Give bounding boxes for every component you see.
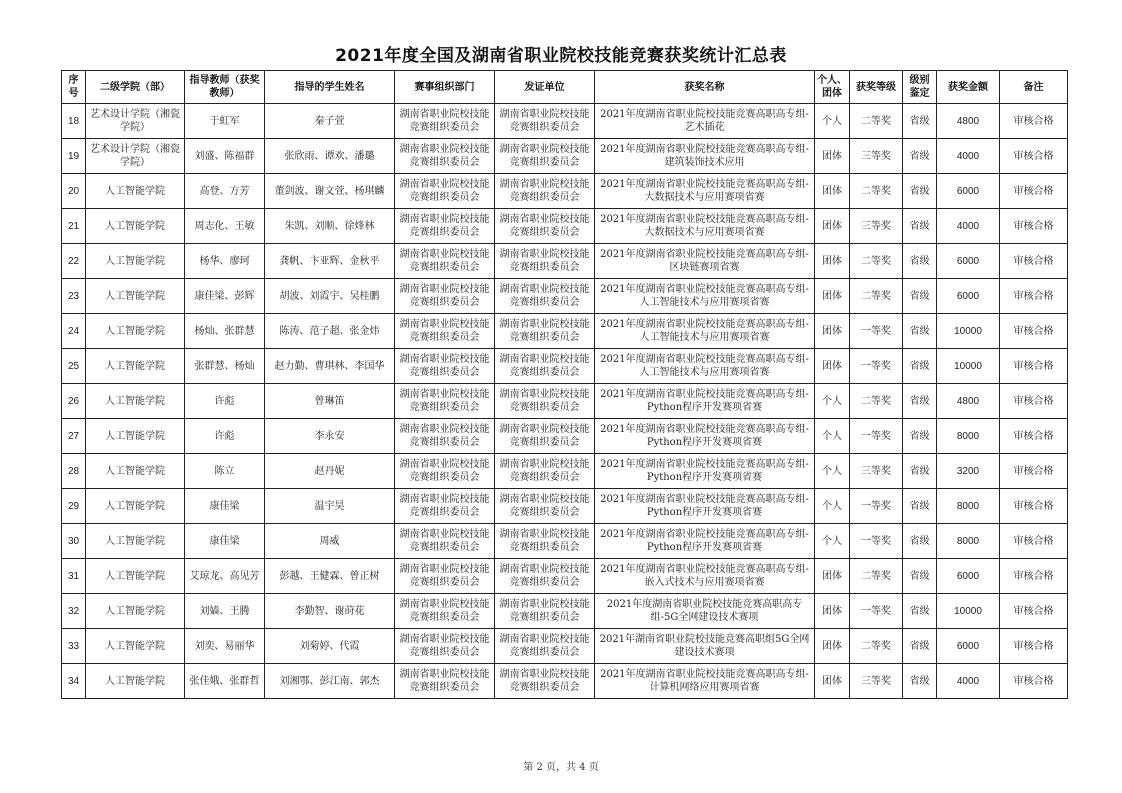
table-row: [62, 349, 1068, 384]
teacher-cell: 张佳娥、张群哲: [185, 664, 265, 699]
award-amount-cell: 4000: [937, 664, 1000, 699]
award-level-cell: 三等奖: [850, 454, 903, 489]
issuer-cell: 湖南省职业院校技能竞赛组织委员会: [495, 139, 595, 174]
entry-type-cell: 团体: [815, 559, 850, 594]
award-level-cell: 一等奖: [850, 489, 903, 524]
serial-number-cell: 22: [62, 244, 86, 279]
students-cell: 龚帆、卞亚辉、金秋平: [265, 244, 395, 279]
award-level-cell: 二等奖: [850, 174, 903, 209]
award-amount-cell: 10000: [937, 349, 1000, 384]
entry-type-cell: 团体: [815, 139, 850, 174]
teacher-cell: 陈立: [185, 454, 265, 489]
remark-cell: 审核合格: [1000, 419, 1068, 454]
entry-type-cell: 团体: [815, 349, 850, 384]
students-cell: 李永安: [265, 419, 395, 454]
header-cell: 二级学院（部）: [86, 71, 185, 104]
students-cell: 周威: [265, 524, 395, 559]
teacher-cell: 杨灿、张群慧: [185, 314, 265, 349]
serial-number-cell: 21: [62, 209, 86, 244]
issuer-cell: 湖南省职业院校技能竞赛组织委员会: [495, 104, 595, 139]
level-grade-cell: 省级: [903, 524, 937, 559]
award-name-cell: 2021年度湖南省职业院校技能竞赛高职高专组-Python程序开发赛项省赛: [595, 384, 815, 419]
college-cell: 人工智能学院: [86, 629, 185, 664]
entry-type-cell: 个人: [815, 524, 850, 559]
table-row: [62, 594, 1068, 629]
award-amount-cell: 3200: [937, 454, 1000, 489]
issuer-cell: 湖南省职业院校技能竞赛组织委员会: [495, 559, 595, 594]
level-grade-cell: 省级: [903, 349, 937, 384]
college-cell: 人工智能学院: [86, 454, 185, 489]
college-cell: 人工智能学院: [86, 419, 185, 454]
organizer-cell: 湖南省职业院校技能竞赛组织委员会: [395, 384, 495, 419]
remark-cell: 审核合格: [1000, 524, 1068, 559]
teacher-cell: 于虹军: [185, 104, 265, 139]
header-cell: 赛事组织部门: [395, 71, 495, 104]
award-name-cell: 2021年度湖南省职业院校技能竞赛高职高专组-区块链赛项省赛: [595, 244, 815, 279]
header-cell: 个人、团体: [815, 71, 850, 104]
header-cell: 获奖名称: [595, 71, 815, 104]
table-row: [62, 104, 1068, 139]
issuer-cell: 湖南省职业院校技能竞赛组织委员会: [495, 454, 595, 489]
teacher-cell: 康佳梁、彭辉: [185, 279, 265, 314]
teacher-cell: 刘嫱、王腾: [185, 594, 265, 629]
award-name-cell: 2021年度湖南省职业院校技能竞赛高职高专组-Python程序开发赛项省赛: [595, 454, 815, 489]
award-level-cell: 二等奖: [850, 104, 903, 139]
table-row: [62, 419, 1068, 454]
remark-cell: 审核合格: [1000, 209, 1068, 244]
page-title: 2021年度全国及湖南省职业院校技能竞赛获奖统计汇总表: [335, 46, 787, 66]
organizer-cell: 湖南省职业院校技能竞赛组织委员会: [395, 419, 495, 454]
issuer-cell: 湖南省职业院校技能竞赛组织委员会: [495, 244, 595, 279]
remark-cell: 审核合格: [1000, 384, 1068, 419]
serial-number-cell: 29: [62, 489, 86, 524]
header-cell: 指导的学生姓名: [265, 71, 395, 104]
award-name-cell: 2021年度湖南省职业院校技能竞赛高职高专组-建筑装饰技术应用: [595, 139, 815, 174]
header-cell: 级别鉴定: [903, 71, 937, 104]
entry-type-cell: 团体: [815, 279, 850, 314]
organizer-cell: 湖南省职业院校技能竞赛组织委员会: [395, 244, 495, 279]
table-row: [62, 209, 1068, 244]
serial-number-cell: 32: [62, 594, 86, 629]
award-level-cell: 二等奖: [850, 629, 903, 664]
remark-cell: 审核合格: [1000, 314, 1068, 349]
issuer-cell: 湖南省职业院校技能竞赛组织委员会: [495, 279, 595, 314]
award-amount-cell: 4000: [937, 139, 1000, 174]
level-grade-cell: 省级: [903, 209, 937, 244]
award-name-cell: 2021年度湖南省职业院校技能竞赛高职高专组-人工智能技术与应用赛项省赛: [595, 279, 815, 314]
level-grade-cell: 省级: [903, 244, 937, 279]
college-cell: 人工智能学院: [86, 559, 185, 594]
award-name-cell: 2021年度湖南省职业院校技能竞赛高职高专组-Python程序开发赛项省赛: [595, 419, 815, 454]
level-grade-cell: 省级: [903, 594, 937, 629]
level-grade-cell: 省级: [903, 174, 937, 209]
remark-cell: 审核合格: [1000, 104, 1068, 139]
award-level-cell: 三等奖: [850, 209, 903, 244]
level-grade-cell: 省级: [903, 629, 937, 664]
issuer-cell: 湖南省职业院校技能竞赛组织委员会: [495, 489, 595, 524]
students-cell: 刘湘鄂、彭江南、郭杰: [265, 664, 395, 699]
level-grade-cell: 省级: [903, 279, 937, 314]
award-name-cell: 2021年度湖南省职业院校技能竞赛高职高专组-大数据技术与应用赛项省赛: [595, 174, 815, 209]
serial-number-cell: 19: [62, 139, 86, 174]
award-name-cell: 2021年度湖南省职业院校技能竞赛高职高专组-大数据技术与应用赛项省赛: [595, 209, 815, 244]
college-cell: 人工智能学院: [86, 489, 185, 524]
award-amount-cell: 8000: [937, 489, 1000, 524]
organizer-cell: 湖南省职业院校技能竞赛组织委员会: [395, 349, 495, 384]
award-level-cell: 二等奖: [850, 384, 903, 419]
award-level-cell: 一等奖: [850, 524, 903, 559]
organizer-cell: 湖南省职业院校技能竞赛组织委员会: [395, 174, 495, 209]
table-row: [62, 489, 1068, 524]
organizer-cell: 湖南省职业院校技能竞赛组织委员会: [395, 279, 495, 314]
level-grade-cell: 省级: [903, 489, 937, 524]
serial-number-cell: 26: [62, 384, 86, 419]
serial-number-cell: 20: [62, 174, 86, 209]
remark-cell: 审核合格: [1000, 349, 1068, 384]
award-level-cell: 二等奖: [850, 244, 903, 279]
remark-cell: 审核合格: [1000, 139, 1068, 174]
issuer-cell: 湖南省职业院校技能竞赛组织委员会: [495, 384, 595, 419]
entry-type-cell: 团体: [815, 664, 850, 699]
students-cell: 赵丹妮: [265, 454, 395, 489]
college-cell: 人工智能学院: [86, 209, 185, 244]
organizer-cell: 湖南省职业院校技能竞赛组织委员会: [395, 489, 495, 524]
students-cell: 温宇昊: [265, 489, 395, 524]
students-cell: 朱凯、刘顺、徐烽林: [265, 209, 395, 244]
table-row: [62, 139, 1068, 174]
table-row: [62, 454, 1068, 489]
award-name-cell: 2021年度湖南省职业院校技能竞赛高职高专组-计算机网络应用赛项省赛: [595, 664, 815, 699]
serial-number-cell: 28: [62, 454, 86, 489]
entry-type-cell: 团体: [815, 594, 850, 629]
entry-type-cell: 团体: [815, 629, 850, 664]
teacher-cell: 张群慧、杨灿: [185, 349, 265, 384]
award-name-cell: 2021年度湖南省职业院校技能竞赛高职高专组-5G全网建设技术赛项: [595, 594, 815, 629]
award-amount-cell: 8000: [937, 419, 1000, 454]
level-grade-cell: 省级: [903, 139, 937, 174]
students-cell: 胡波、刘霞宇、吴桂鹏: [265, 279, 395, 314]
teacher-cell: 杨华、廖珂: [185, 244, 265, 279]
award-amount-cell: 10000: [937, 594, 1000, 629]
organizer-cell: 湖南省职业院校技能竞赛组织委员会: [395, 314, 495, 349]
level-grade-cell: 省级: [903, 559, 937, 594]
teacher-cell: 艾琼龙、高见芳: [185, 559, 265, 594]
issuer-cell: 湖南省职业院校技能竞赛组织委员会: [495, 419, 595, 454]
students-cell: 赵力勤、曹琪林、李国华: [265, 349, 395, 384]
awards-table: [61, 70, 1068, 699]
remark-cell: 审核合格: [1000, 489, 1068, 524]
college-cell: 人工智能学院: [86, 244, 185, 279]
award-amount-cell: 8000: [937, 524, 1000, 559]
college-cell: 艺术设计学院（湘瓷学院）: [86, 104, 185, 139]
award-amount-cell: 4800: [937, 104, 1000, 139]
header-cell: 获奖等级: [850, 71, 903, 104]
organizer-cell: 湖南省职业院校技能竞赛组织委员会: [395, 629, 495, 664]
award-level-cell: 一等奖: [850, 314, 903, 349]
college-cell: 人工智能学院: [86, 384, 185, 419]
students-cell: 彭越、王健霖、曾正树: [265, 559, 395, 594]
organizer-cell: 湖南省职业院校技能竞赛组织委员会: [395, 454, 495, 489]
students-cell: 刘菊婷、代霞: [265, 629, 395, 664]
students-cell: 董剑波、谢文萱、杨琪麟: [265, 174, 395, 209]
level-grade-cell: 省级: [903, 664, 937, 699]
award-level-cell: 一等奖: [850, 594, 903, 629]
teacher-cell: 康佳梁: [185, 524, 265, 559]
serial-number-cell: 18: [62, 104, 86, 139]
students-cell: 秦子萱: [265, 104, 395, 139]
college-cell: 人工智能学院: [86, 174, 185, 209]
students-cell: 曾琳笛: [265, 384, 395, 419]
award-amount-cell: 6000: [937, 174, 1000, 209]
header-cell: 发证单位: [495, 71, 595, 104]
award-name-cell: 2021年度湖南省职业院校技能竞赛高职高专组-嵌入式技术与应用赛项省赛: [595, 559, 815, 594]
organizer-cell: 湖南省职业院校技能竞赛组织委员会: [395, 594, 495, 629]
award-level-cell: 二等奖: [850, 559, 903, 594]
award-amount-cell: 4800: [937, 384, 1000, 419]
entry-type-cell: 个人: [815, 489, 850, 524]
students-cell: 李勤智、谢莳花: [265, 594, 395, 629]
issuer-cell: 湖南省职业院校技能竞赛组织委员会: [495, 629, 595, 664]
organizer-cell: 湖南省职业院校技能竞赛组织委员会: [395, 559, 495, 594]
serial-number-cell: 23: [62, 279, 86, 314]
serial-number-cell: 31: [62, 559, 86, 594]
header-cell: 备注: [1000, 71, 1068, 104]
table-row: [62, 524, 1068, 559]
award-name-cell: 2021年度湖南省职业院校技能竞赛高职高专组-人工智能技术与应用赛项省赛: [595, 314, 815, 349]
college-cell: 人工智能学院: [86, 279, 185, 314]
serial-number-cell: 24: [62, 314, 86, 349]
teacher-cell: 刘盛、陈福群: [185, 139, 265, 174]
award-level-cell: 三等奖: [850, 664, 903, 699]
entry-type-cell: 个人: [815, 419, 850, 454]
table-row: [62, 314, 1068, 349]
organizer-cell: 湖南省职业院校技能竞赛组织委员会: [395, 139, 495, 174]
level-grade-cell: 省级: [903, 419, 937, 454]
table-row: [62, 629, 1068, 664]
serial-number-cell: 27: [62, 419, 86, 454]
table-body: [62, 104, 1068, 699]
issuer-cell: 湖南省职业院校技能竞赛组织委员会: [495, 174, 595, 209]
entry-type-cell: 团体: [815, 244, 850, 279]
award-name-cell: 2021年湖南省职业院校技能竞赛高职组5G全网建设技术赛项: [595, 629, 815, 664]
issuer-cell: 湖南省职业院校技能竞赛组织委员会: [495, 349, 595, 384]
page-footer: 第 2 页，共 4 页: [523, 762, 599, 773]
header-cell: 获奖金额: [937, 71, 1000, 104]
level-grade-cell: 省级: [903, 104, 937, 139]
entry-type-cell: 团体: [815, 209, 850, 244]
award-name-cell: 2021年度湖南省职业院校技能竞赛高职高专组-Python程序开发赛项省赛: [595, 524, 815, 559]
students-cell: 陈涛、范子超、张金炜: [265, 314, 395, 349]
college-cell: 人工智能学院: [86, 664, 185, 699]
college-cell: 人工智能学院: [86, 314, 185, 349]
organizer-cell: 湖南省职业院校技能竞赛组织委员会: [395, 209, 495, 244]
remark-cell: 审核合格: [1000, 244, 1068, 279]
organizer-cell: 湖南省职业院校技能竞赛组织委员会: [395, 524, 495, 559]
entry-type-cell: 个人: [815, 454, 850, 489]
remark-cell: 审核合格: [1000, 664, 1068, 699]
award-name-cell: 2021年度湖南省职业院校技能竞赛高职高专组-艺术插花: [595, 104, 815, 139]
issuer-cell: 湖南省职业院校技能竞赛组织委员会: [495, 524, 595, 559]
table-row: [62, 279, 1068, 314]
award-amount-cell: 6000: [937, 559, 1000, 594]
table-row: [62, 244, 1068, 279]
remark-cell: 审核合格: [1000, 594, 1068, 629]
teacher-cell: 周志化、王敏: [185, 209, 265, 244]
entry-type-cell: 个人: [815, 104, 850, 139]
issuer-cell: 湖南省职业院校技能竞赛组织委员会: [495, 314, 595, 349]
remark-cell: 审核合格: [1000, 559, 1068, 594]
organizer-cell: 湖南省职业院校技能竞赛组织委员会: [395, 664, 495, 699]
award-amount-cell: 10000: [937, 314, 1000, 349]
college-cell: 人工智能学院: [86, 524, 185, 559]
serial-number-cell: 25: [62, 349, 86, 384]
level-grade-cell: 省级: [903, 384, 937, 419]
table-row: [62, 174, 1068, 209]
award-amount-cell: 4000: [937, 209, 1000, 244]
award-level-cell: 二等奖: [850, 279, 903, 314]
college-cell: 人工智能学院: [86, 594, 185, 629]
header-row: [62, 71, 1068, 104]
issuer-cell: 湖南省职业院校技能竞赛组织委员会: [495, 664, 595, 699]
serial-number-cell: 33: [62, 629, 86, 664]
organizer-cell: 湖南省职业院校技能竞赛组织委员会: [395, 104, 495, 139]
award-level-cell: 三等奖: [850, 139, 903, 174]
table-row: [62, 384, 1068, 419]
college-cell: 人工智能学院: [86, 349, 185, 384]
issuer-cell: 湖南省职业院校技能竞赛组织委员会: [495, 594, 595, 629]
level-grade-cell: 省级: [903, 454, 937, 489]
award-amount-cell: 6000: [937, 279, 1000, 314]
award-level-cell: 一等奖: [850, 349, 903, 384]
award-name-cell: 2021年度湖南省职业院校技能竞赛高职高专组-人工智能技术与应用赛项省赛: [595, 349, 815, 384]
serial-number-cell: 34: [62, 664, 86, 699]
entry-type-cell: 个人: [815, 384, 850, 419]
award-amount-cell: 6000: [937, 244, 1000, 279]
remark-cell: 审核合格: [1000, 279, 1068, 314]
award-amount-cell: 6000: [937, 629, 1000, 664]
teacher-cell: 许彪: [185, 384, 265, 419]
college-cell: 艺术设计学院（湘瓷学院）: [86, 139, 185, 174]
teacher-cell: 许彪: [185, 419, 265, 454]
serial-number-cell: 30: [62, 524, 86, 559]
teacher-cell: 高登、方芳: [185, 174, 265, 209]
teacher-cell: 康佳梁: [185, 489, 265, 524]
entry-type-cell: 团体: [815, 314, 850, 349]
remark-cell: 审核合格: [1000, 629, 1068, 664]
header-cell: 指导教师（获奖教师）: [185, 71, 265, 104]
students-cell: 张欣雨、谭欢、潘璐: [265, 139, 395, 174]
teacher-cell: 刘奕、易丽华: [185, 629, 265, 664]
header-cell: 序号: [62, 71, 86, 104]
award-name-cell: 2021年度湖南省职业院校技能竞赛高职高专组-Python程序开发赛项省赛: [595, 489, 815, 524]
issuer-cell: 湖南省职业院校技能竞赛组织委员会: [495, 209, 595, 244]
entry-type-cell: 团体: [815, 174, 850, 209]
table-row: [62, 559, 1068, 594]
level-grade-cell: 省级: [903, 314, 937, 349]
table-row: [62, 664, 1068, 699]
award-level-cell: 一等奖: [850, 419, 903, 454]
remark-cell: 审核合格: [1000, 454, 1068, 489]
remark-cell: 审核合格: [1000, 174, 1068, 209]
